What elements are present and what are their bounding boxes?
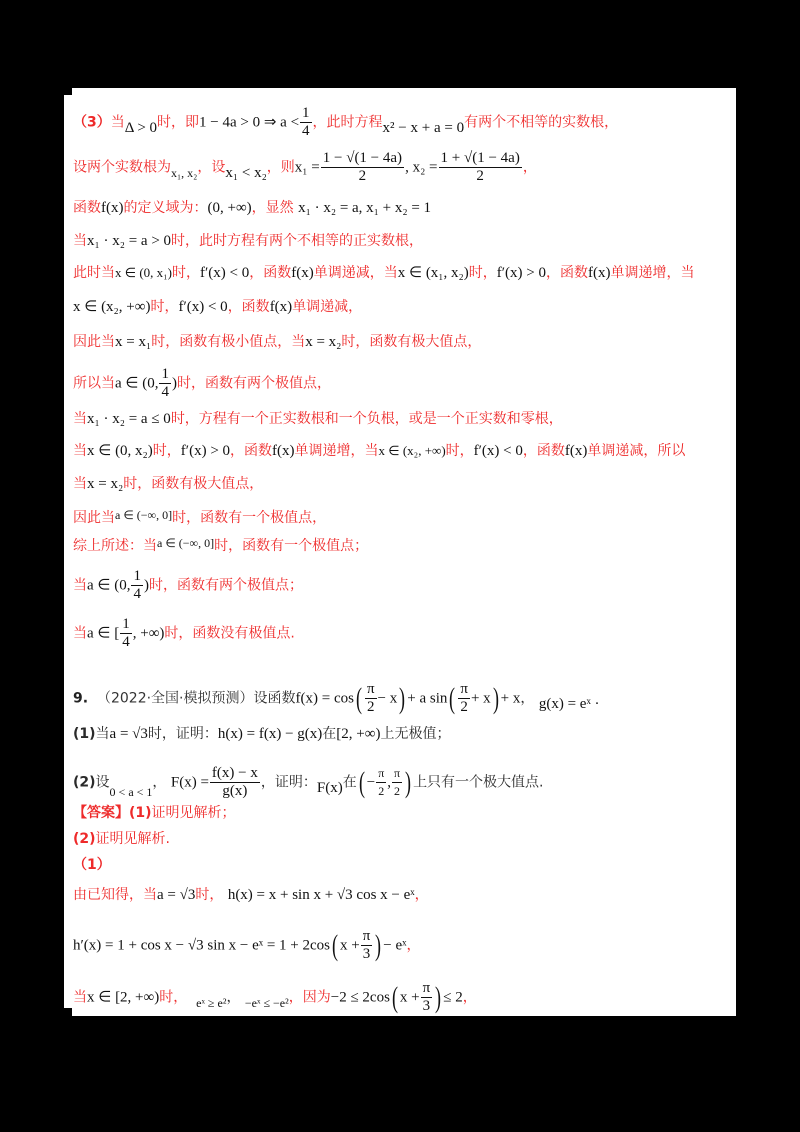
text: 时，: [172, 265, 201, 281]
left-paren: (: [332, 928, 338, 962]
math: x = x₂: [87, 476, 124, 492]
numerator: π: [376, 765, 386, 783]
answer-line-1: [73, 804, 236, 822]
math: x = x₂: [305, 334, 342, 350]
math: f′(x) < 0: [200, 265, 250, 281]
math: f(x): [564, 443, 588, 459]
math: h′(x) = 1 + cos x − √3 sin x − eˣ = 1 + 2cos: [73, 937, 330, 954]
question-number: 9.: [73, 690, 89, 707]
text: 当: [73, 476, 87, 492]
math: −eˣ ≤ −e²: [244, 995, 289, 1010]
right-paren: ): [492, 681, 499, 715]
text: 时，证明：: [147, 726, 218, 742]
math: + x: [500, 690, 521, 707]
part3-line-3: [73, 199, 431, 217]
part3-line-10: [73, 442, 685, 460]
text: 有两个不相等的实数根，: [464, 114, 619, 131]
text: ，: [462, 989, 477, 1006]
fraction: [361, 928, 373, 963]
question-9-part-2: (2)设0 < a < 1， F(x) = $\frac{f(x) - x}{g(x)}$ ，证明：F(x)在( − $\frac{\pi}{2}$ , $\frac{\pi}{2}$ ) 上只有一个极大值点.: [73, 765, 544, 799]
fraction: [120, 616, 132, 651]
text: 时，函数有极小值点，当: [151, 334, 306, 350]
denominator: 3: [362, 946, 371, 962]
text: 时，函数有极大值点，: [123, 476, 264, 492]
text: 此时当: [73, 265, 115, 281]
text: 时，函数有一个极值点；: [214, 538, 369, 554]
part3-line-6: [73, 298, 362, 316]
part3-line-9: [73, 410, 563, 428]
text: 时，: [468, 265, 497, 281]
math: f(x): [588, 265, 611, 281]
math: x ∈ (0, x₂): [87, 443, 153, 459]
denominator: 2: [358, 168, 367, 184]
text: 单调递减，当: [313, 265, 398, 281]
numerator: π: [460, 681, 468, 697]
math: a = √3: [157, 887, 196, 903]
fraction: [210, 765, 260, 800]
text: ，设: [197, 159, 226, 176]
part-label: (2): [73, 831, 96, 847]
math: g(x) = eˣ ·: [538, 695, 600, 712]
text: 设函数: [253, 690, 296, 707]
numerator: 1 + √(1 − 4a): [440, 150, 520, 166]
denominator: 4: [302, 123, 310, 139]
part3-line-12: [73, 506, 326, 527]
solution-line-1: [73, 886, 429, 904]
math: x ∈ (x₁, x₂): [397, 265, 469, 281]
part-label: （3）: [73, 114, 111, 131]
math: x +: [340, 937, 360, 954]
text: 证明见解析；: [151, 805, 236, 821]
answer-label: 【答案】: [73, 805, 129, 821]
math: − eˣ: [383, 937, 407, 954]
solution-line-2: [73, 928, 421, 963]
math: F(x): [316, 779, 343, 796]
math: f′(x) > 0: [496, 265, 546, 281]
text: 时，此时方程有两个不相等的正实数根，: [171, 233, 424, 249]
fraction: [421, 980, 433, 1015]
math: + a sin: [407, 690, 448, 707]
math: Δ > 0: [124, 119, 158, 136]
question-9-part-1: [73, 725, 450, 743]
fraction: [131, 568, 143, 603]
text: 由已知得，当: [73, 887, 157, 903]
text: 在: [322, 726, 337, 742]
text: 的定义域为：: [123, 200, 208, 216]
text: ，: [522, 159, 537, 176]
text: 时，函数有两个极值点，: [176, 375, 331, 392]
text: 上只有一个极大值点.: [413, 774, 544, 791]
math: x ∈ (0, x₁): [115, 265, 173, 280]
text: 时，函数没有极值点.: [164, 625, 295, 642]
numerator: π: [392, 765, 402, 783]
denominator: 2: [366, 699, 375, 715]
text: 当: [73, 443, 87, 459]
math: ≤ 2: [443, 989, 463, 1006]
math: f(x): [272, 443, 295, 459]
math: ): [171, 375, 177, 392]
solution-line-3: [73, 980, 477, 1015]
math: a = √3: [109, 726, 148, 742]
math: x = x₁: [115, 334, 152, 350]
denominator: 2: [460, 699, 468, 715]
fraction: [392, 765, 402, 800]
text: ，函数: [546, 265, 588, 281]
text: 在: [342, 774, 357, 791]
numerator: π: [422, 980, 431, 996]
math: x₁ =: [294, 159, 320, 176]
math: + x: [470, 690, 491, 707]
math: x ∈ [2, +∞): [87, 989, 160, 1006]
text: 综上所述：当: [73, 538, 157, 554]
text: ，函数: [230, 443, 273, 459]
math: F(x) =: [170, 774, 209, 791]
numerator: π: [366, 681, 375, 697]
solution-label: [73, 856, 111, 874]
math: x₁ · x₂ = a, x₁ + x₂ = 1: [298, 200, 432, 216]
text: 单调递增，当: [294, 443, 379, 459]
text: ，: [152, 774, 167, 791]
math: f′(x) < 0: [473, 443, 523, 459]
math: x₁ < x₂: [225, 164, 267, 181]
fraction: [458, 681, 470, 716]
text: 因此当: [73, 510, 115, 526]
text: 时，即: [157, 114, 200, 131]
numerator: f(x) − x: [211, 765, 258, 781]
text: 当: [73, 411, 87, 427]
text: 时，方程有一个正实数根和一个负根，或是一个正实数和零根，: [170, 411, 563, 427]
text: 单调递减，: [292, 299, 363, 315]
text: 当: [73, 625, 87, 642]
part-label: (2): [73, 774, 96, 791]
math: a ∈ (0,: [87, 577, 131, 594]
part3-line-7: [73, 333, 481, 351]
part-label: (1): [73, 726, 96, 742]
text: 单调递减，所以: [587, 443, 686, 459]
denominator: 4: [133, 586, 141, 602]
text: 单调递增，当: [610, 265, 695, 281]
fraction: [365, 681, 377, 716]
question-9: [73, 681, 600, 716]
fraction: [439, 150, 522, 185]
text: ，: [226, 989, 241, 1006]
text: ，: [406, 937, 421, 954]
numerator: 1: [122, 616, 130, 632]
math: h(x) = f(x) − g(x): [217, 726, 323, 742]
math: x ∈ (x₂, +∞): [378, 443, 446, 458]
part3-line-2: [73, 150, 537, 185]
right-paren: ): [435, 980, 442, 1014]
math: ): [143, 577, 149, 594]
text: ，显然: [251, 200, 294, 216]
part3-line-15: [73, 616, 295, 651]
text: 当: [73, 989, 87, 1006]
text: 时，: [159, 989, 188, 1006]
left-paren: (: [358, 765, 365, 799]
text: 时，函数有极大值点，: [341, 334, 482, 350]
math: 1 − 4a > 0 ⇒ a <: [199, 114, 300, 131]
text: ，因为: [288, 989, 331, 1006]
denominator: 4: [161, 384, 169, 400]
math: f(x): [291, 265, 314, 281]
text: 设两个实数根为: [73, 159, 171, 176]
part-label: （1）: [73, 857, 111, 873]
text: 当: [95, 726, 110, 742]
math: h(x) = x + sin x + √3 cos x − eˣ: [227, 887, 415, 903]
math: , x₂ =: [405, 159, 438, 176]
text: ，函数: [227, 299, 270, 315]
denominator: 2: [476, 168, 484, 184]
text: ，此时方程: [312, 114, 383, 131]
part3-line-4: [73, 232, 423, 250]
part-label: (1): [129, 805, 152, 821]
math: x₁ · x₂ = a > 0: [87, 233, 172, 249]
math: x +: [399, 989, 420, 1006]
text: ，则: [266, 159, 295, 176]
left-paren: (: [449, 681, 456, 715]
part3-line-14: [73, 568, 303, 603]
part3-line-8: [73, 366, 331, 401]
text: ，函数: [249, 265, 292, 281]
fraction: [159, 366, 171, 401]
math: f(x): [101, 200, 124, 216]
math: −2 ≤ 2cos: [330, 989, 390, 1006]
numerator: 1: [302, 105, 310, 121]
text: 证明见解析.: [95, 831, 170, 847]
text: 时，函数有一个极值点，: [172, 510, 327, 526]
fraction: [321, 150, 404, 185]
denominator: 4: [122, 634, 130, 650]
text: 时，: [195, 887, 224, 903]
part3-line-13: [73, 534, 368, 555]
math: a ∈ (0,: [115, 375, 159, 392]
math: f(x) = cos: [295, 690, 354, 707]
right-paren: ): [375, 928, 382, 962]
left-paren: (: [391, 980, 398, 1014]
text: 时，: [445, 443, 474, 459]
text: 时，函数有两个极值点；: [148, 577, 303, 594]
math: x₁, x₂: [171, 165, 198, 180]
math: eˣ ≥ e²: [196, 995, 227, 1010]
text: 上无极值；: [380, 726, 451, 742]
fraction: [376, 765, 386, 800]
text: 函数: [73, 200, 101, 216]
text: 当: [110, 114, 125, 131]
numerator: 1 − √(1 − 4a): [322, 150, 403, 166]
numerator: 1: [133, 568, 141, 584]
text: 因此当: [73, 334, 115, 350]
math: [2, +∞): [336, 726, 381, 742]
text: ，: [520, 690, 535, 707]
question-source: （2022·全国·模拟预测）: [96, 690, 254, 707]
math: a ∈ (−∞, 0]: [157, 536, 215, 550]
math: x₁ · x₂ = a ≤ 0: [87, 411, 171, 427]
text: 设: [95, 774, 110, 791]
text: ，: [414, 887, 429, 903]
denominator: 3: [422, 998, 431, 1014]
denominator: g(x): [222, 783, 248, 799]
numerator: π: [362, 928, 371, 944]
math: f(x): [269, 299, 293, 315]
math: − x: [377, 690, 398, 707]
math: (0, +∞): [207, 200, 252, 216]
math: , +∞): [132, 625, 165, 642]
math: f′(x) > 0: [180, 443, 231, 459]
math: 0 < a < 1: [109, 784, 153, 799]
right-paren: ): [405, 765, 412, 799]
math: x ∈ (x₂, +∞): [73, 299, 151, 315]
part3-line-5: [73, 264, 695, 282]
denominator: 2: [394, 784, 401, 798]
left-paren: (: [355, 681, 362, 715]
text: 时，: [150, 299, 179, 315]
math: a ∈ [: [87, 625, 120, 642]
math: a ∈ (−∞, 0]: [115, 508, 173, 522]
answer-line-2: [73, 830, 170, 848]
text: 当: [73, 233, 87, 249]
part3-line-11: [73, 475, 263, 493]
part3-line-1: [73, 105, 618, 140]
text: 时，: [152, 443, 181, 459]
right-paren: ): [399, 681, 406, 715]
text: 当: [73, 577, 87, 594]
math: x² − x + a = 0: [382, 119, 465, 136]
text: 所以当: [73, 375, 115, 392]
text: ，证明：: [260, 774, 317, 791]
text: ，函数: [522, 443, 565, 459]
denominator: 2: [378, 784, 385, 798]
numerator: 1: [161, 366, 169, 382]
fraction: [300, 105, 312, 140]
math: f′(x) < 0: [178, 299, 228, 315]
